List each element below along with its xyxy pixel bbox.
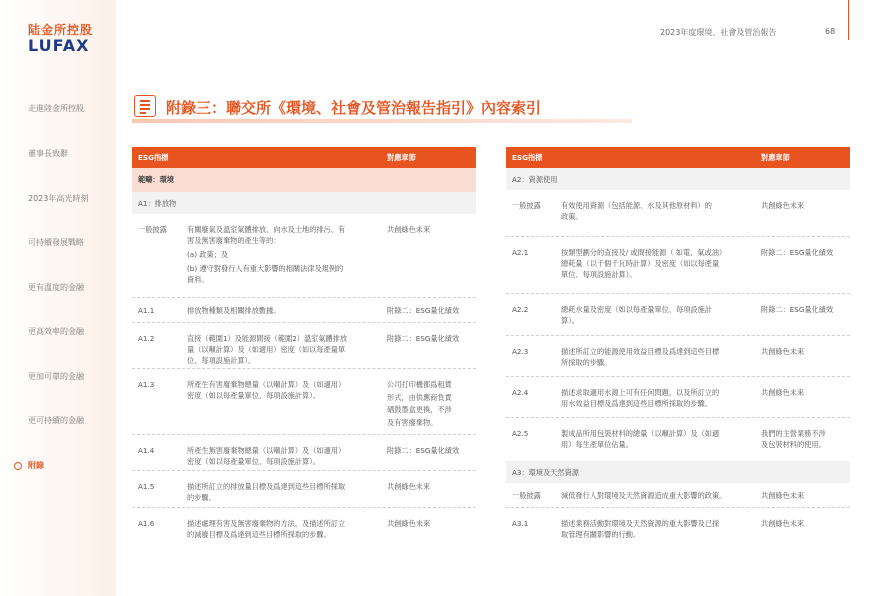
- row-code: A1.6: [138, 519, 155, 528]
- section-environment: [132, 168, 476, 192]
- row-description: 有關廢氣及溫室氣體排放、向水及土地的排污、有 害及無害廢棄物的產生等的： (a) 政策；及 (b) 遵守對發行人有重大影響的相關法律及規例的 資料。: [187, 225, 346, 284]
- subsection-label: A3：環境及天然資源: [512, 468, 579, 477]
- table-row: [506, 336, 850, 377]
- row-description: 描述所訂立的能源使用效益目標及爲達到這些目標 所採取的步驟。: [561, 347, 720, 367]
- row-description: 排放物種類及相關排放數據。: [187, 306, 281, 315]
- section-label: 範疇：環境: [138, 175, 174, 184]
- row-description: 按類型劃分的直接及/ 或間接能源（ 如電、氣或油） 總耗量（以千個千瓦時計算）及密度（如以每產量 單位、每項設施計算）。: [561, 248, 727, 279]
- row-chapter: 附錄二：ESG量化績效: [761, 248, 834, 257]
- row-code: 一般披露: [138, 225, 167, 234]
- row-code: A2.5: [512, 429, 529, 438]
- page-number: 68: [825, 27, 836, 36]
- row-chapter: 共創綠色未來: [761, 519, 805, 528]
- row-chapter: 共創綠色未來: [761, 201, 805, 210]
- row-chapter: 共創綠色未來: [761, 388, 805, 397]
- subsection-label: A2：資源使用: [512, 175, 558, 184]
- table-row: [506, 508, 850, 544]
- logo-chinese-text: 陆金所控股: [28, 23, 94, 37]
- row-description: 描述求取適用水源上可有任何問題，以及所訂立的 用水效益目標及爲達到這些目標所採取的步驟。: [561, 388, 720, 408]
- row-chapter: 附錄二：ESG量化績效: [387, 334, 460, 343]
- row-chapter: 共創綠色未來: [387, 482, 431, 491]
- row-description: 製成品所用包裝材料的總量（以噸計算）及（如適 用）每生產單位佔量。: [561, 429, 720, 449]
- row-code: 一般披露: [512, 491, 541, 500]
- row-code: A1.5: [138, 482, 155, 491]
- sidebar: [0, 0, 116, 596]
- row-description: 直接（範圍1）及能源間接（範圍2）溫室氣體排放 量（以噸計算）及（如適用）密度（如以每產量單 位、每項設施計算）。: [187, 334, 348, 365]
- page-title: 附錄三：聯交所《環境、社會及管治報告指引》內容索引: [166, 99, 542, 117]
- logo-english-text: LUFAX: [28, 36, 90, 55]
- table-row: [132, 369, 476, 435]
- table-row: [506, 483, 850, 508]
- row-code: A3.1: [512, 519, 529, 528]
- table-header: [132, 147, 476, 168]
- sidebar-item-sustainable-finance[interactable]: 更可持續的金融: [28, 416, 84, 425]
- sidebar-item-reliable-finance[interactable]: 更加可靠的金融: [28, 372, 84, 381]
- row-chapter: 附錄二：ESG量化績效: [387, 446, 460, 455]
- row-code: A1.2: [138, 334, 155, 343]
- row-chapter: 共創綠色未來: [387, 519, 431, 528]
- subsection-a1: [132, 192, 476, 214]
- row-chapter: 公司打印機都爲租賃 形式，由供應商負責 硒鼓墨盒更換，不涉 及有害廢棄物。: [387, 380, 452, 427]
- subsection-a3: [506, 461, 850, 483]
- sidebar-item-appendix[interactable]: [14, 460, 44, 471]
- right-index-table: [506, 147, 850, 544]
- subsection-label: A1：排放物: [138, 199, 177, 208]
- row-chapter: 我們的主營業務不涉 及包裝材料的使用。: [761, 429, 826, 449]
- row-description: 描述業務活動對環境及天然資源的重大影響及已採 取管理有關影響的行動。: [561, 519, 720, 539]
- sidebar-item-appendix-label: 附錄: [28, 461, 44, 470]
- sidebar-item-chairman[interactable]: 董事長致辭: [28, 149, 68, 158]
- sidebar-item-about[interactable]: 走進陸金所控股: [28, 104, 84, 113]
- sidebar-item-highlights[interactable]: 2023年高光時刻: [28, 194, 89, 203]
- left-index-table: [132, 147, 476, 544]
- row-description: 總耗水量及密度（如以每產量單位、每項設施計 算）。: [561, 305, 712, 325]
- active-circle-icon: [14, 462, 22, 470]
- page-title-block: [132, 93, 632, 123]
- title-underline: [132, 119, 632, 123]
- row-code: A2.4: [512, 388, 529, 397]
- header-indicator: ESG指標: [138, 153, 169, 162]
- table-row: [132, 298, 476, 323]
- report-title: 2023年度環境、社會及管治報告: [660, 28, 777, 37]
- row-chapter: 附錄二：ESG量化績效: [387, 306, 460, 315]
- sidebar-item-strategy[interactable]: 可持續發展戰略: [28, 238, 84, 247]
- table-row: [132, 435, 476, 471]
- header-indicator: ESG指標: [512, 153, 543, 162]
- table-row: [132, 323, 476, 369]
- row-chapter: 共創綠色未來: [761, 491, 805, 500]
- table-row: [506, 418, 850, 461]
- table-row: [132, 214, 476, 298]
- row-description: 描述所訂立的排放量目標及爲達到這些目標所採取 的步驟。: [187, 482, 346, 502]
- row-chapter: 共創綠色未來: [387, 225, 431, 234]
- row-description: 有效使用資源（包括能源、水及其他原材料）的 政策。: [561, 201, 712, 221]
- table-row: [132, 508, 476, 544]
- row-description: 描述處理有害及無害廢棄物的方法，及描述所訂立 的減廢目標及爲達到這些目標所採取的步驟。: [187, 519, 346, 539]
- table-row: [506, 294, 850, 336]
- header-chapter: 對應章節: [387, 153, 416, 162]
- table-header: [506, 147, 850, 168]
- row-code: A1.3: [138, 380, 155, 389]
- row-chapter: 共創綠色未來: [761, 347, 805, 356]
- row-code: A2.2: [512, 305, 529, 314]
- subsection-a2: [506, 168, 850, 190]
- row-code: A2.3: [512, 347, 529, 356]
- row-code: A2.1: [512, 248, 529, 257]
- row-description: 所產生有害廢棄物總量（以噸計算）及（如適用） 密度（如以每產量單位、每項設施計算）。: [187, 380, 346, 400]
- row-code: A1.4: [138, 446, 155, 455]
- table-row: [132, 471, 476, 508]
- table-row: [506, 237, 850, 294]
- row-code: A1.1: [138, 306, 155, 315]
- header-chapter: 對應章節: [761, 153, 790, 162]
- row-code: 一般披露: [512, 201, 541, 210]
- sidebar-item-efficient-finance[interactable]: 更高效率的金融: [28, 327, 84, 336]
- table-row: [506, 190, 850, 237]
- header-divider: [848, 0, 849, 40]
- list-document-icon: [134, 95, 156, 117]
- row-description: 所產生無害廢棄物總量（以噸計算）及（如適用） 密度（如以每產量單位、每項設施計算）。: [187, 446, 346, 466]
- row-description: 減低發行人對環境及天然資源造成重大影響的政策。: [561, 491, 727, 500]
- sidebar-item-warm-finance[interactable]: 更有溫度的金融: [28, 283, 84, 292]
- row-chapter: 附錄二：ESG量化績效: [761, 305, 834, 314]
- brand-logo[interactable]: [28, 24, 93, 54]
- table-row: [506, 377, 850, 418]
